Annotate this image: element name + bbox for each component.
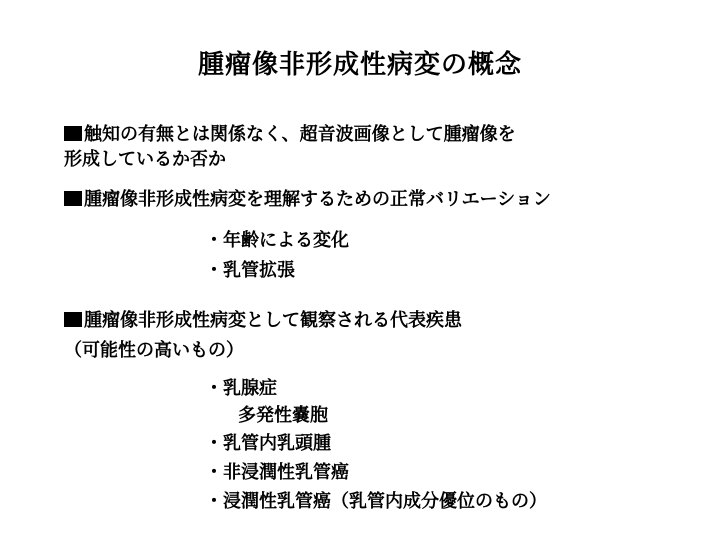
square-bullet-icon: [64, 312, 82, 327]
section-2-heading: 腫瘤像非形成性病変を理解するための正常バリエーション: [64, 189, 551, 211]
list-item-duct-ectasia: ・乳管拡張: [205, 260, 295, 281]
section-3-heading-line-2: （可能性の高いもの）: [64, 340, 244, 361]
list-item-mastopathy: ・乳腺症: [205, 378, 277, 399]
section-1-heading-line-1: 触知の有無とは関係なく、超音波画像として腫瘤像を: [64, 124, 516, 146]
list-item-idc-intraductal-predominant: ・浸潤性乳管癌（乳管内成分優位のもの）: [205, 491, 547, 512]
list-item-multiple-cysts: 多発性嚢胞: [238, 405, 328, 426]
square-bullet-icon: [64, 126, 82, 141]
section-3-heading-line-1: 腫瘤像非形成性病変として観察される代表疾患: [64, 310, 462, 332]
list-item-dcis: ・非浸潤性乳管癌: [205, 462, 349, 483]
square-bullet-icon: [64, 191, 82, 206]
section-1-heading-line-2: 形成しているか否か: [64, 149, 226, 170]
list-item-intraductal-papilloma: ・乳管内乳頭腫: [205, 433, 331, 454]
slide-title: 腫瘤像非形成性病変の概念: [197, 50, 522, 80]
list-item-age-change: ・年齢による変化: [205, 230, 349, 251]
